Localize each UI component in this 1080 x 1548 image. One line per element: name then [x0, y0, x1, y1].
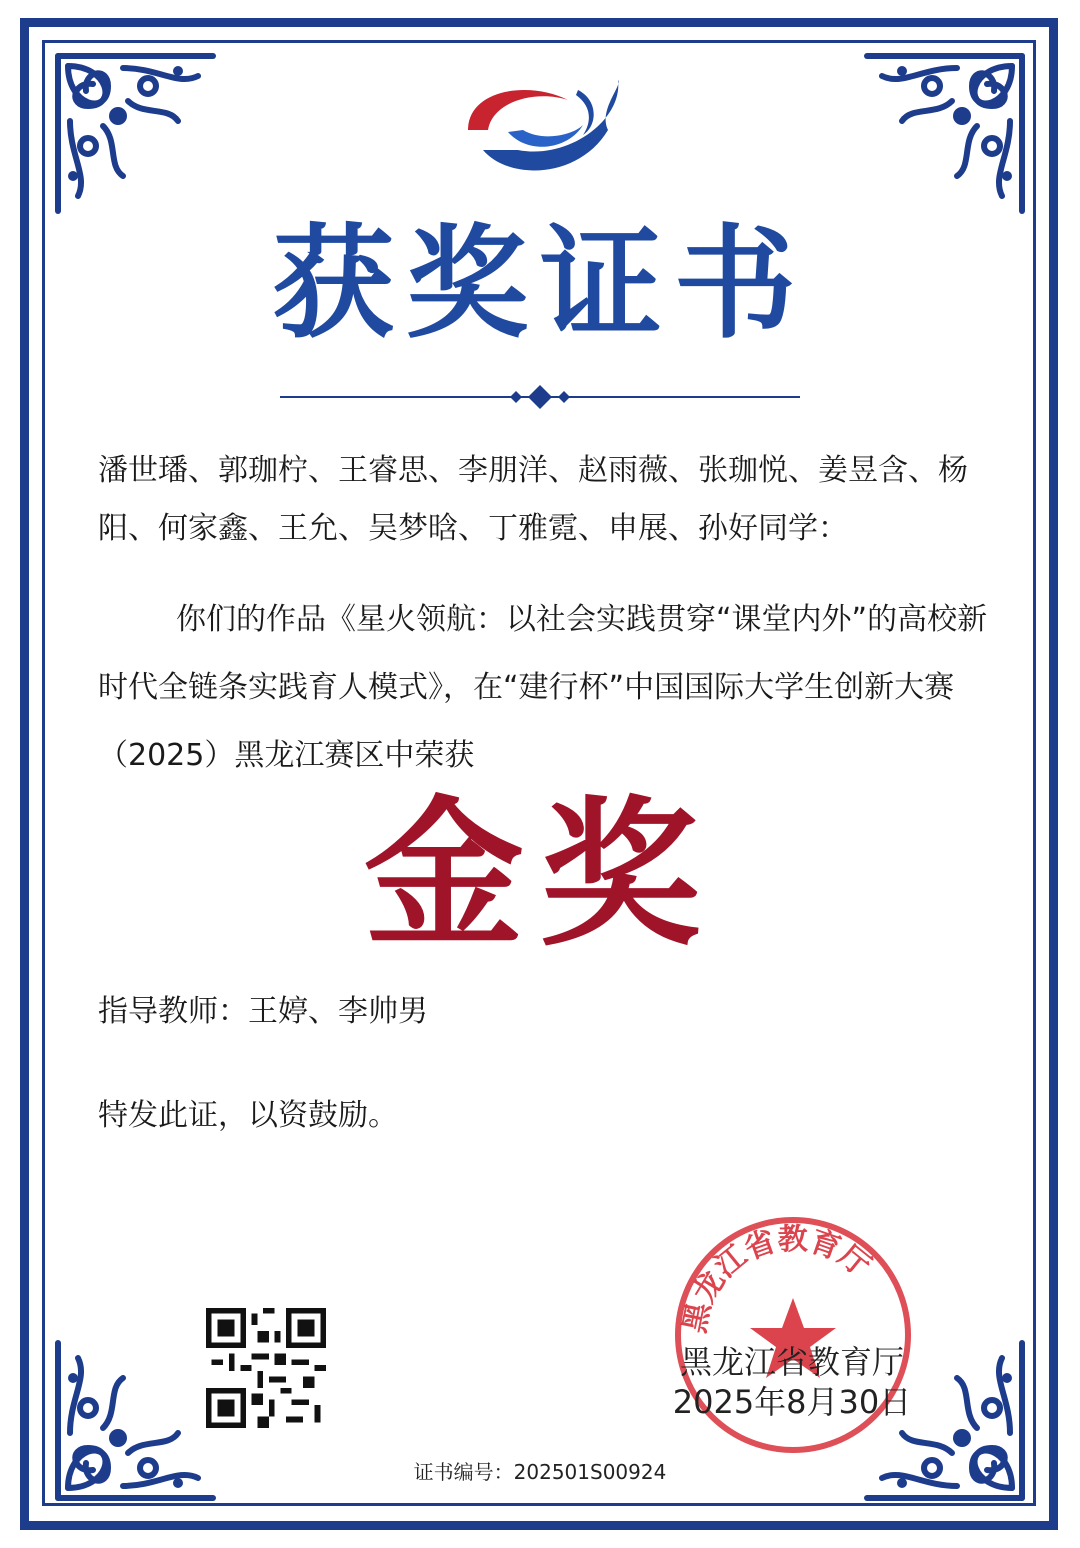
title-divider [280, 382, 800, 412]
qr-code-icon [206, 1308, 326, 1428]
corner-ornament-top-left [48, 46, 223, 221]
award-level: 金奖 [363, 781, 716, 968]
swirl-logo-icon [448, 70, 628, 190]
closing-line: 特发此证，以资鼓励。 [98, 1098, 398, 1133]
work-statement: 你们的作品《星火领航：以社会实践贯穿“课堂内外”的高校新时代全链条实践育人模式》，在“建行杯”中国国际大学生创新大赛（2025）黑龙江赛区中荣获 [98, 602, 988, 773]
red-star-seal-icon [668, 1210, 918, 1460]
seal-text: 黑龙江省教育厅 [677, 1222, 877, 1336]
advisor-line: 指导教师：王婷、李帅男 [98, 994, 428, 1029]
corner-ornament-top-right [857, 46, 1032, 221]
certificate-title: 获奖证书 [272, 211, 808, 355]
issuer-name: 黑龙江省教育厅 [679, 1343, 904, 1381]
recipients-list: 潘世璠、郭珈柠、王睿思、李朋洋、赵雨薇、张珈悦、姜昱含、杨阳、何家鑫、王允、吴梦晗、丁雅霓、申展、孙好同学： [98, 453, 968, 546]
svg-text:黑龙江省教育厅 [677, 1222, 877, 1336]
issue-date: 2025年8月30日 [672, 1383, 912, 1421]
certificate-number: 证书编号：202501S00924 [413, 1460, 667, 1484]
issuer-block [672, 1342, 912, 1422]
